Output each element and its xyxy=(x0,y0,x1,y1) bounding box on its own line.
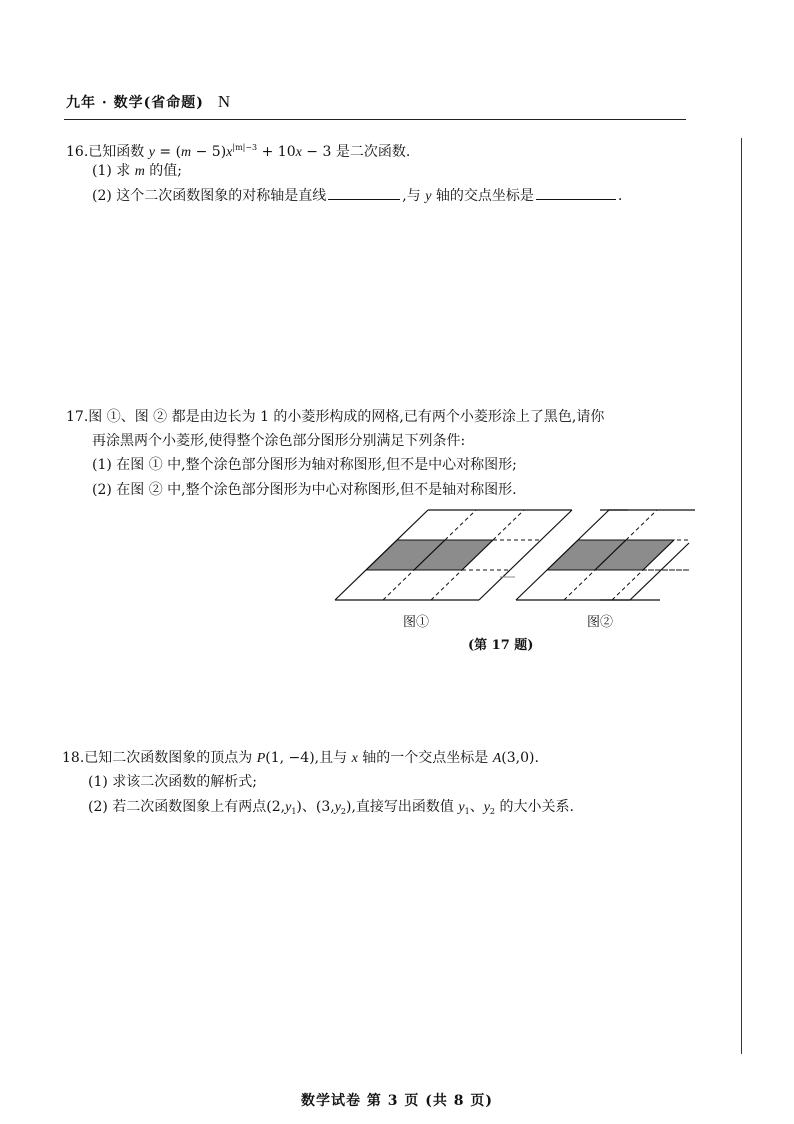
q16-x: x xyxy=(226,145,233,160)
q16-part2 xyxy=(92,186,622,207)
q18-text-b: ,且与 xyxy=(314,750,352,766)
q16-stem xyxy=(66,138,410,163)
q16-text: 已知函数 xyxy=(88,144,149,160)
q18-text-a: 已知二次函数图象的顶点为 xyxy=(84,750,257,766)
q18-stem xyxy=(62,748,539,769)
q16-tail: − 3 是二次函数. xyxy=(301,144,411,160)
fig2-col-line-1a xyxy=(564,570,595,600)
q18-sub1: 1 xyxy=(291,807,297,816)
page-footer: 数学试卷 第 3 页 (共 8 页) xyxy=(301,1093,493,1109)
q17-caption: (第 17 题) xyxy=(468,638,534,653)
q16-p2-b: ,与 xyxy=(402,188,426,204)
q17-fig2-right xyxy=(600,505,690,610)
q18-p2-c: ),直接写出函数值 xyxy=(346,799,459,815)
q18-y2b: y xyxy=(483,800,490,815)
header-rule xyxy=(64,119,686,120)
q16-y: y xyxy=(148,145,155,160)
header-letter: N xyxy=(217,92,232,111)
q17-part2: (2) 在图 ② 中,整个涂色部分图形为中心对称图形,但不是轴对称图形. xyxy=(92,482,517,498)
q18-P: P xyxy=(256,751,266,766)
q18-sub2b: 2 xyxy=(489,807,496,816)
q18-text-c: 轴的一个交点坐标是 xyxy=(357,750,493,766)
q18-sep: 、 xyxy=(469,799,484,815)
fig1-label: 图① xyxy=(403,615,430,630)
q18-p2-a: (2) 若二次函数图象上有两点(2, xyxy=(88,799,286,815)
q16-part1 xyxy=(92,161,182,182)
q18-sub2: 2 xyxy=(340,807,347,816)
q16-p1-b: 的值; xyxy=(144,163,183,179)
q16-p2-c: 轴的交点坐标是 xyxy=(431,188,534,204)
q17-line1: 17.图 ①、图 ② 都是由边长为 1 的小菱形构成的网格,已有两个小菱形涂上了黑色,请你 xyxy=(66,409,605,425)
fig1-col-line-2a xyxy=(431,570,462,600)
q16-blank-intercept[interactable] xyxy=(536,187,616,200)
q17-part1: (1) 在图 ① 中,整个涂色部分图形为轴对称图形,但不是中心对称图形; xyxy=(92,457,517,473)
fig2-edge-right-a xyxy=(630,543,689,600)
q18-pcoord: (1, −4) xyxy=(265,750,315,766)
binding-margin-line xyxy=(741,138,742,1054)
fig1-edge-right xyxy=(479,510,572,600)
q17-line2: 再涂黑两个小菱形,使得整个涂色部分图形分别满足下列条件: xyxy=(92,433,466,449)
q18-y1b: y xyxy=(458,800,465,815)
q18-number: 18. xyxy=(62,750,85,766)
q16-exponent: |m|−3 xyxy=(232,143,258,152)
q16-number: 16. xyxy=(66,144,89,160)
fig1-col-line-2c xyxy=(493,510,524,540)
q18-part1: (1) 求该二次函数的解析式; xyxy=(88,774,257,790)
q18-part2 xyxy=(88,797,574,822)
q16-p2-d: . xyxy=(617,188,623,204)
rhombus-grid-fig1 xyxy=(335,510,572,600)
q18-p2-b: )、(3, xyxy=(296,799,335,815)
q16-minus5: − 5) xyxy=(191,144,227,160)
q18-y1: y xyxy=(285,800,292,815)
q18-acoord: (3,0). xyxy=(501,750,539,766)
header-title: 九年 · 数学(省命题) xyxy=(66,95,204,111)
q18-sub1b: 1 xyxy=(464,807,470,816)
q16-p1-m: m xyxy=(134,164,145,179)
q18-x: x xyxy=(351,751,358,766)
fig2-label: 图② xyxy=(587,615,614,630)
q18-A: A xyxy=(492,751,502,766)
q16-eq: = ( xyxy=(154,144,182,160)
q18-y2: y xyxy=(334,800,341,815)
q18-p2-d: 的大小关系. xyxy=(495,799,574,815)
q16-plus10: + 10 xyxy=(257,144,296,160)
q16-blank-axis[interactable] xyxy=(328,187,400,200)
q16-p2-a: (2) 这个二次函数图象的对称轴是直线 xyxy=(92,188,327,204)
fig1-col-line-1c xyxy=(445,510,476,540)
q16-p1-a: (1) 求 xyxy=(92,163,135,179)
q16-m: m xyxy=(181,145,192,160)
q16-x2: x xyxy=(295,145,302,160)
exam-header xyxy=(66,92,231,112)
fig1-col-line-1a xyxy=(383,570,414,600)
q16-p2-y: y xyxy=(425,189,432,204)
